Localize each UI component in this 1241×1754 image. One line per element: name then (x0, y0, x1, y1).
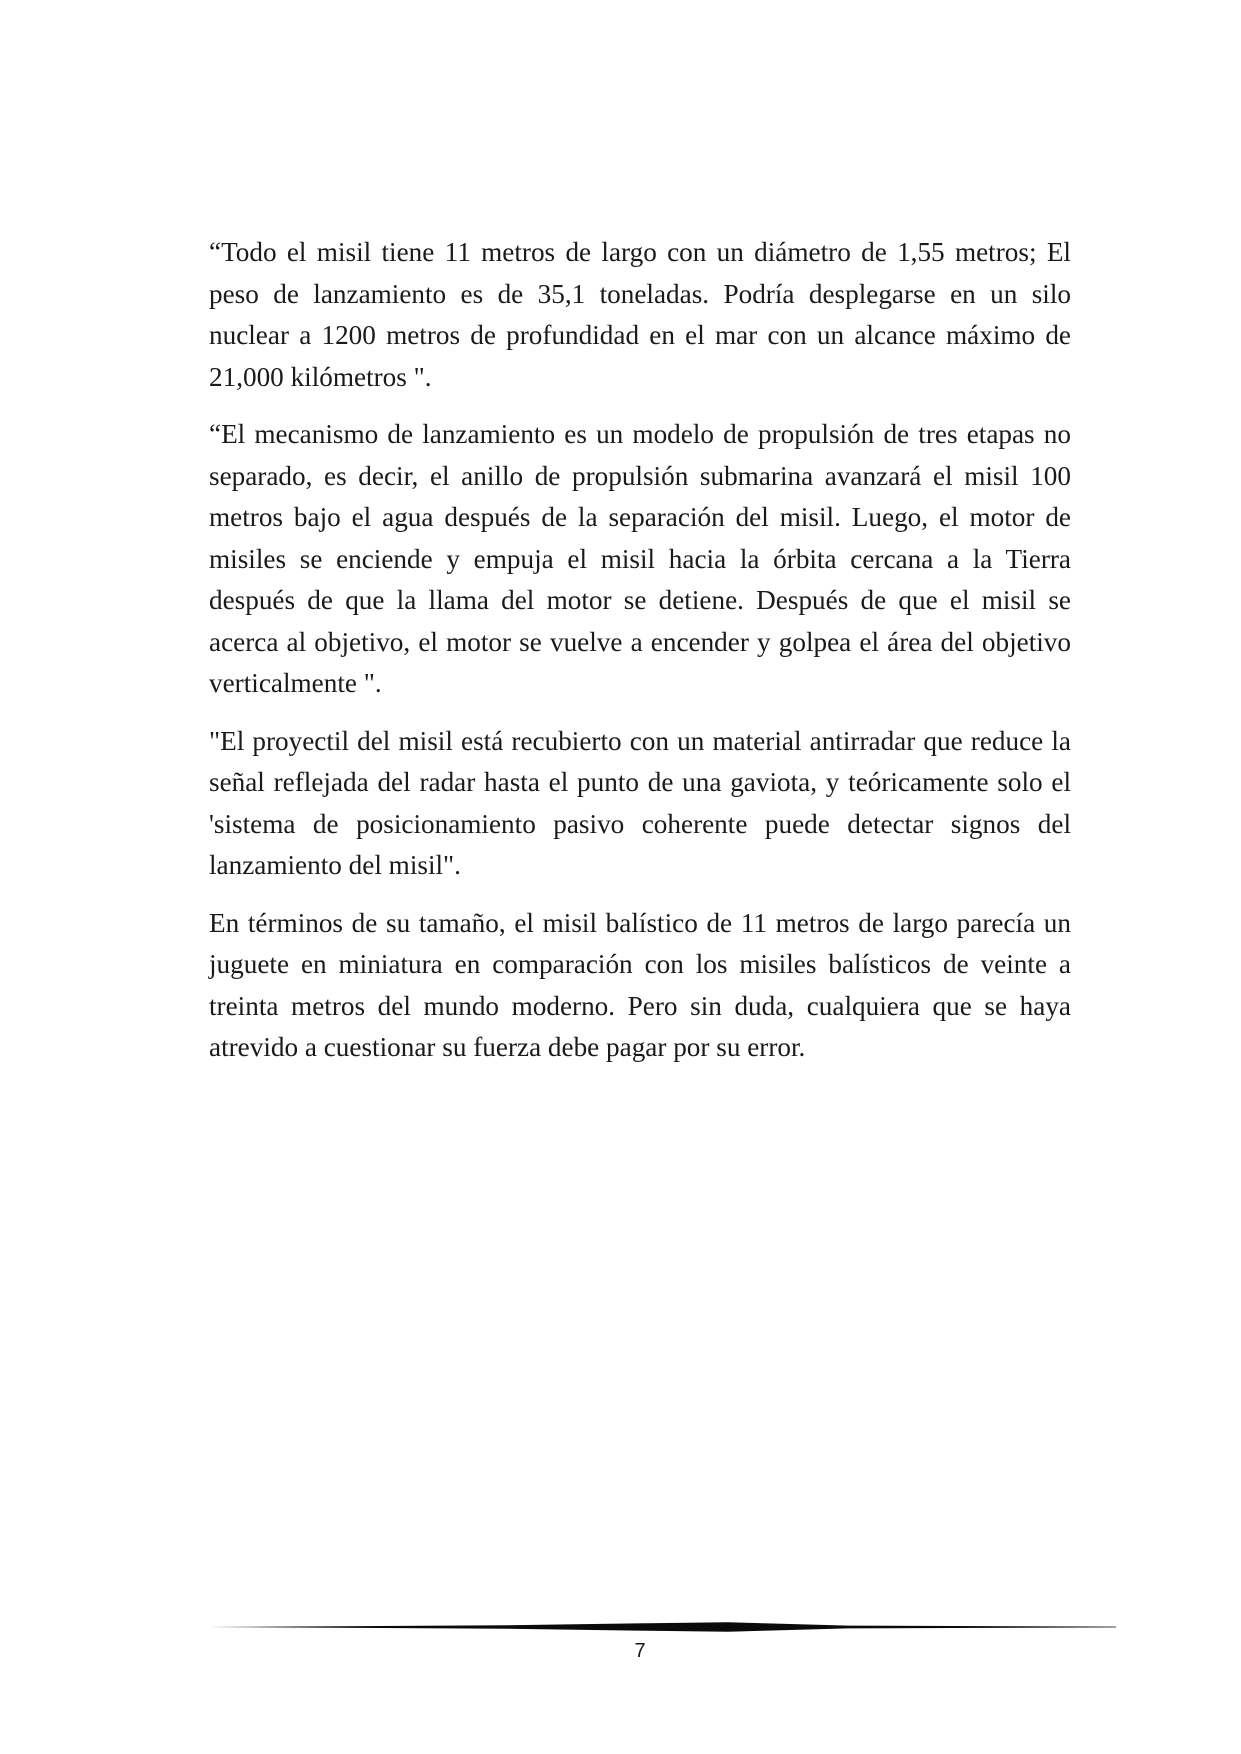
page-number: 7 (634, 1640, 646, 1662)
body-text (209, 232, 1071, 1085)
footer-rule (208, 1620, 1116, 1634)
paragraph-4: En términos de su tamaño, el misil balístico de 11 metros de largo parecía un juguete en miniatura en comparación con los misiles balísticos de veinte a treinta metros del mundo moderno. Pero sin duda, cualquiera que se haya atrevido a cuestionar su fuerza debe pagar por su error. (209, 907, 1071, 1062)
paragraph-2: “El mecanismo de lanzamiento es un modelo de propulsión de tres etapas no separado, es decir, el anillo de propulsión submarina avanzará el misil 100 metros bajo el agua después de la separación del misil. Luego, el motor de misiles se enciende y empuja el misil hacia la órbita cercana a la Tierra después de que la llama del motor se detiene. Después de que el misil se acerca al objetivo, el motor se vuelve a encender y golpea el área del objetivo verticalmente ". (209, 419, 1071, 698)
paragraph-3: "El proyectil del misil está recubierto con un material antirradar que reduce la señal reflejada del radar hasta el punto de una gaviota, y teóricamente solo el 'sistema de posicionamiento pasivo coherente puede detectar signos del lanzamiento del misil". (209, 725, 1071, 880)
paragraph-1: “Todo el misil tiene 11 metros de largo con un diámetro de 1,55 metros; El peso de lanzamiento es de 35,1 toneladas. Podría desplegarse en un silo nuclear a 1200 metros de profundidad en el mar con un alcance máximo de 21,000 kilómetros ". (209, 237, 1071, 392)
